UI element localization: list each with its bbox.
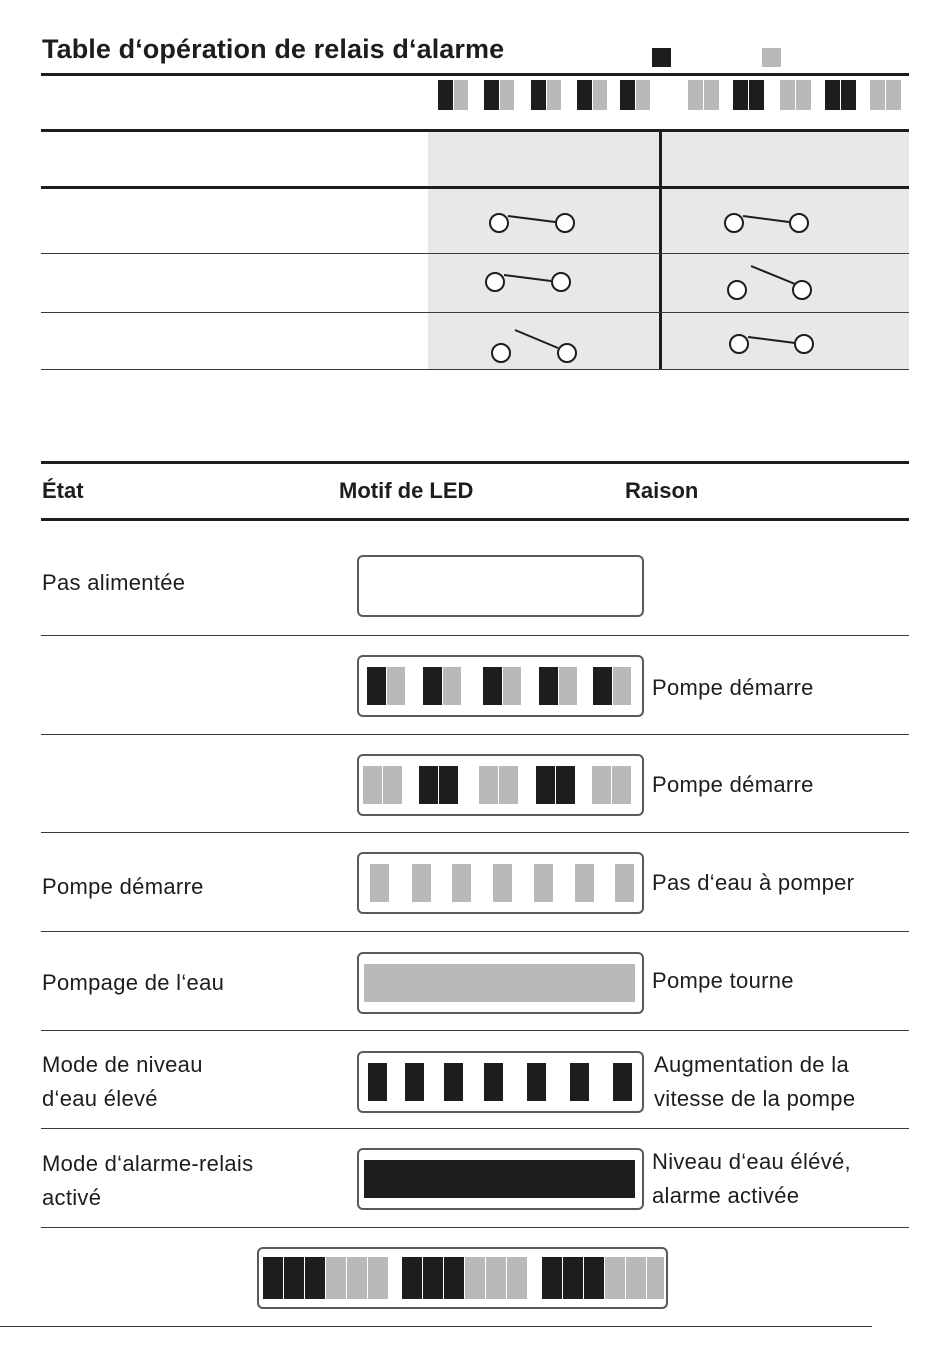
- state-label: Pompage de l‘eau: [42, 970, 225, 995]
- reason-label: Pompe démarre: [652, 772, 814, 797]
- row-divider: [41, 1227, 909, 1228]
- switch-open-icon: [728, 266, 811, 299]
- switch-closed-icon: [730, 335, 813, 353]
- header-led-pattern: Motif de LED: [339, 478, 474, 503]
- state-label: Mode d‘alarme-relais activé: [42, 1151, 254, 1210]
- row-divider: [41, 635, 909, 636]
- led-pattern-pairs: [357, 655, 644, 717]
- footer-rule: [0, 1326, 872, 1327]
- header-reason: Raison: [625, 478, 699, 503]
- led-pattern-dark-solid: [357, 1148, 644, 1210]
- led-pattern-off: [357, 555, 644, 617]
- led-table-header-rule: [41, 518, 909, 521]
- led-table-top-rule: [41, 461, 909, 464]
- row-divider: [41, 931, 909, 932]
- row-divider: [41, 1128, 909, 1129]
- switch-closed-icon: [725, 214, 808, 232]
- state-label: Pompe démarre: [42, 874, 204, 899]
- led-pattern-light-blinking: [357, 852, 644, 914]
- switch-closed-icon: [486, 273, 570, 291]
- header-state: État: [42, 478, 84, 503]
- reason-label: Augmentation de la vitesse de la pompe: [654, 1052, 856, 1111]
- reason-label: Niveau d‘eau élévé, alarme activée: [652, 1149, 851, 1208]
- reason-label: Pas d‘eau à pomper: [652, 870, 855, 895]
- row-divider: [41, 734, 909, 735]
- relay-switch-symbols: [0, 0, 950, 400]
- row-divider: [41, 832, 909, 833]
- page-title: Table d‘opération de relais d‘alarme: [42, 34, 505, 64]
- switch-open-icon: [492, 330, 576, 362]
- state-label: Pas alimentée: [42, 570, 186, 595]
- state-label: Mode de niveau d‘eau élevé: [42, 1052, 203, 1111]
- led-pattern-double-alternating: [357, 754, 644, 816]
- led-pattern-dark-blinking: [357, 1051, 644, 1113]
- reason-label: Pompe tourne: [652, 968, 794, 993]
- led-pattern-triple-groups: [257, 1247, 668, 1309]
- led-pattern-light-solid: [357, 952, 644, 1014]
- switch-closed-icon: [490, 214, 574, 232]
- row-divider: [41, 1030, 909, 1031]
- reason-label: Pompe démarre: [652, 675, 814, 700]
